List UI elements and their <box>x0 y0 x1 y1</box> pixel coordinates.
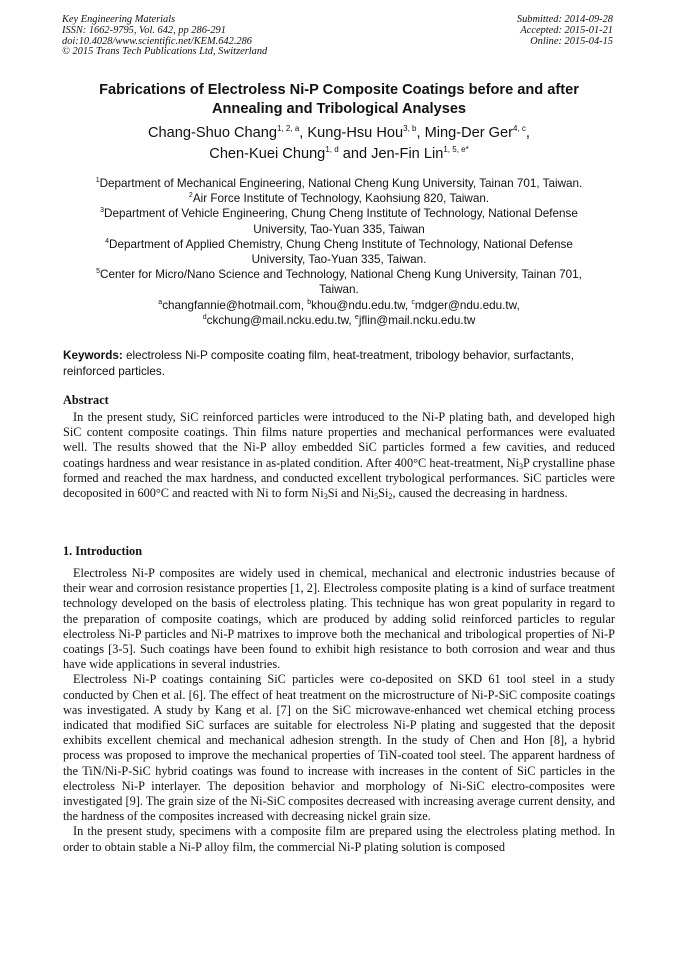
author-name: Kung-Hsu Hou <box>307 125 404 141</box>
email-address[interactable]: changfannie@hotmail.com, <box>162 299 305 312</box>
affiliation-continued: Taiwan. <box>319 283 359 297</box>
subscript: 2 <box>388 492 393 502</box>
affiliation <box>50 176 628 191</box>
affiliation <box>50 191 628 206</box>
subscript: 3 <box>323 492 328 502</box>
affiliation-mark: 1 <box>95 177 100 184</box>
submitted-date: Submitted: 2014-09-28 <box>516 14 613 25</box>
affiliation-mark: 5 <box>96 268 101 276</box>
keywords-label: Keywords: <box>63 349 123 362</box>
author-separator: , <box>299 125 304 141</box>
affiliation-continued: University, Tao-Yuan 335, Taiwan <box>253 222 425 236</box>
introduction-paragraph: Electroless Ni-P composites are widely used in chemical, mechanical and electronic industries because of their wear and corrosion resistance properties [1, 2]. Electroless composite plating is a kind of surface treatment technology developed on the basis of electroless plating. This technique has won great popularity in regard to the preparation of composite coatings, which are produced by adding solid reinforced particles to regular electroless Ni-P particles and Ni-P matrixes to improve both the mechanical and tribological properties of Ni-P coatings [3-5]. Such coatings have been found to exhibit high resistance to both corrosion and wear and thus have wide applications in several industries. <box>63 566 615 672</box>
title-line-2: Annealing and Tribological Analyses <box>211 101 467 117</box>
affiliation-text: Center for Micro/Nano Science and Technology, National Cheng Kung University, Tainan 701, <box>100 268 582 282</box>
email-list <box>50 298 628 328</box>
email-mark: d <box>202 314 207 322</box>
abstract-text: In the present study, SiC reinforced particles were introduced to the Ni-P plating bath, and developed high SiC content composite coatings. Thin films nature properties and mechanical performances were evaluated well. The results showed that the Ni-P alloy embedded SiC particles formed a few cavities, and reduced coatings hardness and wear resistance in as-plated condition. After 400°C heat-treatment, Ni <box>63 410 615 470</box>
email-address[interactable]: ckchung@mail.ncku.edu.tw, <box>206 314 352 328</box>
author-affiliation-mark: 1, 5, e* <box>443 145 469 154</box>
journal-header <box>62 15 267 58</box>
abstract-text: Si <box>378 486 389 501</box>
author-name: Chang-Shuo Chang <box>148 125 278 141</box>
keywords <box>63 348 615 379</box>
author-separator: , <box>525 125 530 141</box>
introduction-heading: 1. Introduction <box>63 544 143 558</box>
introduction-body <box>63 566 615 855</box>
introduction-paragraph: Electroless Ni-P coatings containing SiC particles were co-deposited on SKD 61 tool steel in a study conducted by Chen et al. [6]. The effect of heat treatment on the microstructure of Ni-P-SiC composite coatings was investigated. A study by Kang et al. [7] on the SiC microwave-enhanced wet chemical etching process indicated that modified SiC surfaces are suitable for electroless Ni-P plating and suggested that the deposit exhibits excellent chemical and mechanical adhesion strength. In the study of Chen and Hon [8], a hybrid process was proposed to improve the mechanical properties of TiN-coated tool steel. The apparent hardness of the TiN/Ni-P-SiC hybrid coatings was found to increase with increases in the content of SiC particles in the electroless Ni-P interlayer. The deposition behavior and morphology of Ni-SiC electro-composites were investigated [9]. The grain size of the Ni-SiC composites decreased with increasing average current density, and the hardness of the composites increased with decreasing nickel grain size. <box>63 672 615 824</box>
affiliation <box>50 267 628 282</box>
email-mark: a <box>158 299 163 306</box>
author-affiliation-mark: 1, 2, a <box>277 124 300 133</box>
email-mark: c <box>411 299 415 306</box>
affiliation-continued: University, Tao-Yuan 335, Taiwan. <box>251 253 427 267</box>
affiliation-text: Air Force Institute of Technology, Kaohsiung 820, Taiwan. <box>192 192 490 206</box>
affiliation <box>50 206 628 221</box>
doi-line: doi:10.4028/www.scientific.net/KEM.642.286 <box>62 35 252 47</box>
accepted-date: Accepted: 2015-01-21 <box>520 24 613 36</box>
author-list <box>40 123 638 165</box>
journal-name: Key Engineering Materials <box>62 14 176 25</box>
title-line-1: Fabrications of Electroless Ni-P Composite Coatings before and after <box>99 82 579 98</box>
paper-title <box>40 81 638 119</box>
affiliation-mark: 2 <box>188 192 193 200</box>
email-address[interactable]: khou@ndu.edu.tw, <box>311 299 409 312</box>
abstract-text: , caused the decreasing in hardness. <box>392 486 568 501</box>
email-mark: b <box>307 299 312 306</box>
affiliation-text: Department of Applied Chemistry, Chung Cheng Institute of Technology, National Defense <box>109 237 573 251</box>
keywords-text: electroless Ni-P composite coating film, heat-treatment, tribology behavior, surfactants, reinforced particles. <box>63 349 575 378</box>
online-date: Online: 2015-04-15 <box>530 35 613 47</box>
copyright-line: © 2015 Trans Tech Publications Ltd, Switzerland <box>62 46 268 58</box>
abstract-text: Si and Ni <box>327 486 375 501</box>
affiliation-mark: 4 <box>105 237 110 245</box>
dates-header <box>517 15 613 47</box>
author-name: Jen-Fin Lin <box>371 146 444 162</box>
affiliation-text: Department of Vehicle Engineering, Chung Cheng Institute of Technology, National Defense <box>104 207 578 221</box>
affiliation-list <box>50 176 628 298</box>
abstract-body <box>63 410 615 501</box>
author-conjunction: and <box>342 146 368 162</box>
email-address[interactable]: jflin@mail.ncku.edu.tw <box>358 314 476 328</box>
author-affiliation-mark: 1, d <box>325 145 339 154</box>
author-name: Chen-Kuei Chung <box>209 146 326 162</box>
affiliation-mark: 3 <box>100 207 105 215</box>
subscript: 3 <box>519 461 523 471</box>
issn-line: ISSN: 1662-9795, Vol. 642, pp 286-291 <box>62 24 226 36</box>
introduction-paragraph: In the present study, specimens with a composite film are prepared using the electroless plating method. In order to obtain stable a Ni-P alloy film, the commercial Ni-P plating solution is composed <box>63 824 615 854</box>
author-affiliation-mark: 3, b <box>403 124 417 133</box>
affiliation-text: Department of Mechanical Engineering, National Cheng Kung University, Tainan 701, Taiwan. <box>99 177 583 190</box>
author-affiliation-mark: 4, c <box>513 124 526 133</box>
affiliation <box>50 237 628 252</box>
abstract-text: P crystalline phase formed and reached the max hardness, and conducted excellent trybological performances. SiC particles were decoposited in 600°C and reacted with Ni to form Ni <box>63 455 615 501</box>
subscript: 5 <box>374 492 379 502</box>
abstract-heading: Abstract <box>63 393 109 407</box>
email-address[interactable]: mdger@ndu.edu.tw, <box>414 299 520 312</box>
author-name: Ming-Der Ger <box>424 125 513 141</box>
abstract-paragraph <box>63 410 615 501</box>
email-mark: e <box>354 314 359 322</box>
author-separator: , <box>416 125 421 141</box>
